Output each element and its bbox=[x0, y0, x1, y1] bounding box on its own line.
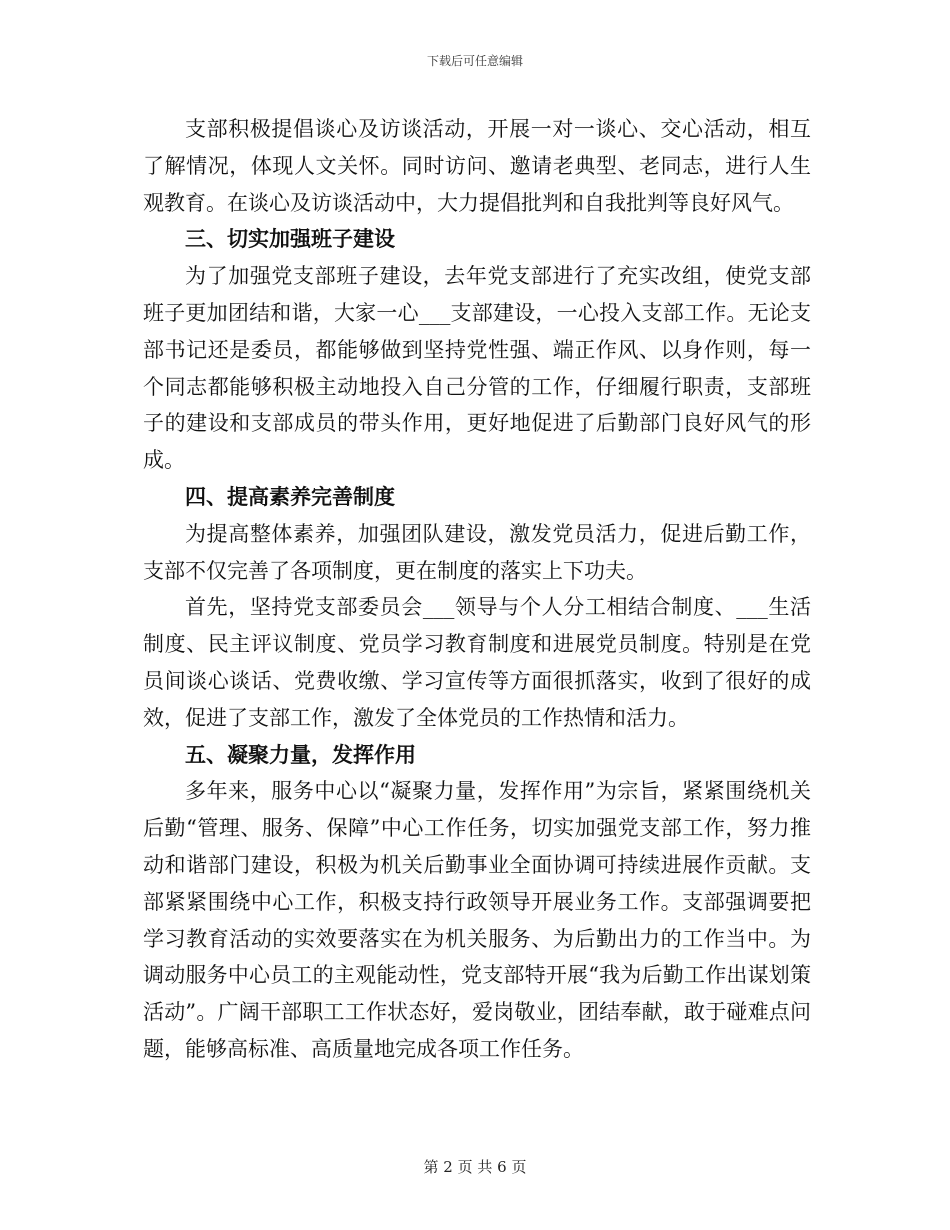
document-body bbox=[143, 111, 811, 1068]
section-heading: 五、凝聚力量，发挥作用 bbox=[185, 742, 416, 767]
section-heading: 三、切实加强班子建设 bbox=[185, 227, 395, 252]
page-header: 下载后可任意编辑 bbox=[426, 54, 523, 68]
body-paragraph: 首先，坚持党支部委员会___领导与个人分工相结合制度、___生活制度、民主评议制度、党员学习教育制度和进展党员制度。特别是在党员间谈心谈话、党费收缴、学习宣传等方面很抓落实，收到了很好的成效，促进了支部工作，激发了全体党员的工作热情和活力。 bbox=[143, 595, 811, 730]
section-heading: 四、提高素养完善制度 bbox=[185, 484, 395, 509]
body-paragraph: 支部积极提倡谈心及访谈活动，开展一对一谈心、交心活动，相互了解情况，体现人文关怀。同时访问、邀请老典型、老同志，进行人生观教育。在谈心及访谈活动中，大力提倡批判和自我批判等良好风气。 bbox=[143, 117, 811, 215]
body-paragraph: 为了加强党支部班子建设，去年党支部进行了充实改组，使党支部班子更加团结和谐，大家一心___支部建设，一心投入支部工作。无论支部书记还是委员，都能够做到坚持党性强、端正作风、以身作则，每一个同志都能够积极主动地投入自己分管的工作，仔细履行职责，支部班子的建设和支部成员的带头作用，更好地促进了后勤部门良好风气的形成。 bbox=[143, 264, 811, 473]
body-paragraph: 为提高整体素养，加强团队建设，激发党员活力，促进后勤工作，支部不仅完善了各项制度，更在制度的落实上下功夫。 bbox=[143, 521, 811, 583]
body-paragraph: 多年来，服务中心以“凝聚力量，发挥作用”为宗旨，紧紧围绕机关后勤“管理、服务、保障”中心工作任务，切实加强党支部工作，努力推动和谐部门建设，积极为机关后勤事业全面协调可持续进展作贡献。支部紧紧围绕中心工作，积极支持行政领导开展业务工作。支部强调要把学习教育活动的实效要落实在为机关服务、为后勤出力的工作当中。为调动服务中心员工的主观能动性，党支部特开展“我为后勤工作出谋划策活动”。广阔干部职工工作状态好，爱岗敬业，团结奉献，敢于碰难点问题，能够高标准、高质量地完成各项工作任务。 bbox=[143, 779, 811, 1061]
page-number: 第 2 页 共 6 页 bbox=[423, 1158, 527, 1176]
